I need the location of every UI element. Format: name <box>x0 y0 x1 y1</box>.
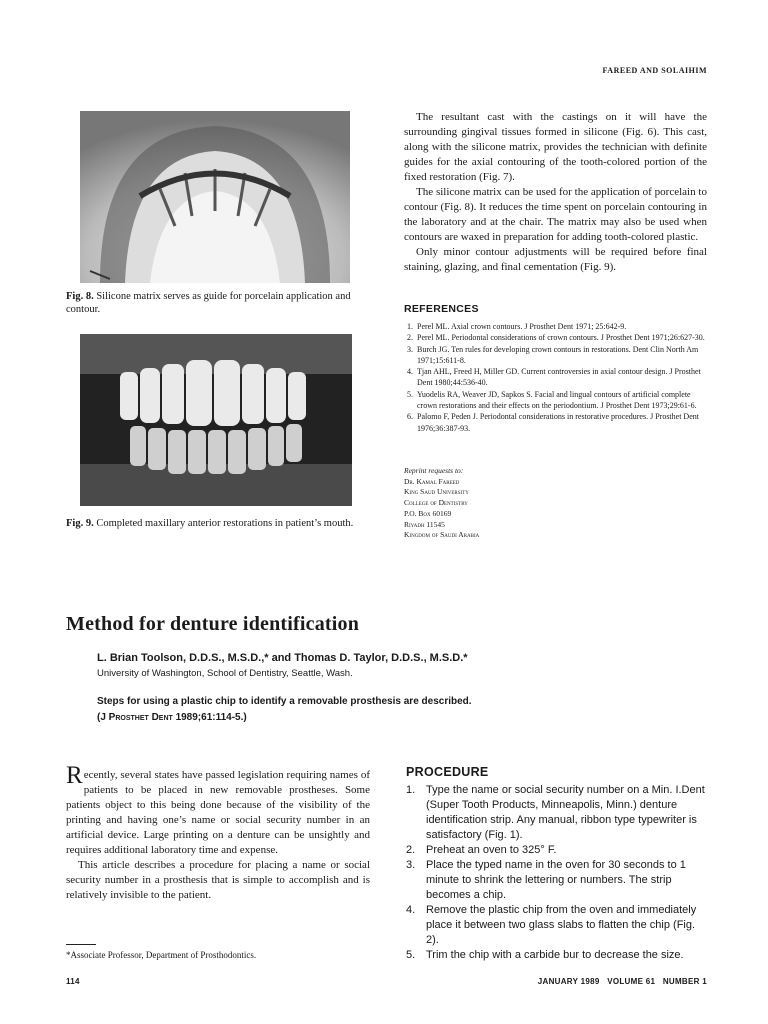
intro-paragraph: Recently, several states have passed legislation requiring names of patients to be placed in new removable prostheses. Some patients object to this being done because of the visibility of the printing and having one’s name or social security number in an artificial device. Large printing on a denture can be unsightly and requires additional laboratory time and expense. <box>66 762 370 856</box>
teeth-restorations-photo-icon <box>80 334 352 506</box>
abstract-citation: (J Prosthet Dent 1989;61:114-5.) <box>97 712 247 723</box>
reference-item: 2. Perel ML. Periodontal considerations of crown contours. J Prosthet Dent 1971;26:627-30. <box>407 333 705 343</box>
figure-8-caption-text: Silicone matrix serves as guide for porcelain application and contour. <box>66 291 351 315</box>
figure-8-label: Fig. 8. <box>66 291 94 302</box>
previous-article-body <box>404 110 707 275</box>
reprint-line: College of Dentistry <box>404 498 468 508</box>
article-affiliation: University of Washington, School of Dentistry, Seattle, Wash. <box>97 668 353 679</box>
reprint-line: Kingdom of Saudi Arabia <box>404 530 480 540</box>
procedure-step: 2. Preheat an oven to 325° F. <box>406 844 557 856</box>
footnote: *Associate Professor, Department of Prosthodontics. <box>66 950 257 960</box>
article-title: Method for denture identification <box>66 613 360 635</box>
reference-item: 6. Palomo F, Peden J. Periodontal considerations in restorative procedures. J Prosthet Dent 1976;36:387-93. <box>407 412 699 433</box>
silicone-matrix-photo-icon <box>80 111 350 283</box>
figure-8-image <box>80 111 350 283</box>
procedure-step: 5. Trim the chip with a carbide bur to decrease the size. <box>406 949 684 961</box>
article-authors: L. Brian Toolson, D.D.S., M.S.D.,* and Thomas D. Taylor, D.D.S., M.S.D.* <box>97 652 468 664</box>
paragraph: Only minor contour adjustments will be required before final staining, glazing, and final cementation (Fig. 9). <box>404 246 707 273</box>
intro-paragraph: This article describes a procedure for placing a name or social security number in a prosthesis that is simple to accomplish and is relatively invisible to the patient. <box>66 859 370 901</box>
running-head: FAREED AND SOLAIHIM <box>602 66 707 75</box>
article-intro <box>66 762 370 903</box>
article-abstract <box>97 694 547 726</box>
reference-item: 4. Tjan AHL, Freed H, Miller GD. Current controversies in axial contour design. J Prosthet Dent 1980;44:536-40. <box>407 367 701 388</box>
references-heading: REFERENCES <box>404 303 479 315</box>
reference-item: 1. Perel ML. Axial crown contours. J Prosthet Dent 1971; 25:642-9. <box>407 322 627 331</box>
page-number: 114 <box>66 977 80 986</box>
procedure-step: 4. Remove the plastic chip from the oven and immediately place it between two glass slabs to flatten the chip (Fig. 2). <box>406 904 697 946</box>
procedure-step: 3. Place the typed name in the oven for 30 seconds to 1 minute to shrink the lettering or numbers. The strip becomes a chip. <box>406 859 686 901</box>
reprint-line: P.O. Box 60169 <box>404 508 452 518</box>
figure-8-caption <box>66 290 368 316</box>
figure-9-image <box>80 334 352 506</box>
issue-date: JANUARY 1989 <box>537 977 600 986</box>
issue-number: NUMBER 1 <box>662 977 707 986</box>
abstract-text: Steps for using a plastic chip to identify a removable prosthesis are described. <box>97 696 472 707</box>
paragraph: The resultant cast with the castings on it will have the surrounding gingival tissues formed in silicone (Fig. 6). This cast, along with the silicone matrix, provides the technician with definite guides for the axial contouring of the tooth-colored portion of the fixed restoration (Fig. 7). <box>404 111 707 183</box>
procedure-step: 1. Type the name or social security number on a Min. I.Dent (Super Tooth Products, Minneapolis, Minn.) denture identification strip. Any manual, ribbon type typewriter is satisfactory (Fig. 1). <box>406 784 705 841</box>
figure-9-caption <box>66 517 370 530</box>
issue-volume: VOLUME 61 <box>607 977 656 986</box>
procedure-heading: PROCEDURE <box>406 765 489 779</box>
reprint-line: King Saud University <box>404 487 469 497</box>
reference-item: 5. Yuodelis RA, Weaver JD, Sapkos S. Facial and lingual contours of artificial complete crown restorations and their effects on the periodontium. J Prosthet Dent 1973;29:61-6. <box>407 389 697 411</box>
reprint-line: Riyadh 11545 <box>404 519 445 529</box>
reprint-line: Dr. Kamal Fareed <box>404 476 460 486</box>
paragraph: The silicone matrix can be used for the application of porcelain to contour (Fig. 8). It reduces the time spent on porcelain contouring in the laboratory and at the chair. The matrix may also be used when contours are waxed in preparation for adding tooth-colored plastic. <box>404 186 707 243</box>
dropcap: R <box>66 762 83 789</box>
references-list <box>404 321 707 434</box>
footnote-rule <box>66 944 96 945</box>
reprint-block <box>404 466 604 541</box>
figure-9-caption-text: Completed maxillary anterior restorations in patient’s mouth. <box>96 518 354 529</box>
reference-item: 3. Burch JG. Ten rules for developing crown contours in restorations. Dent Clin North Am 1971;15:611-8. <box>407 344 699 365</box>
reprint-lead: Reprint requests to: <box>404 466 464 475</box>
issue-info <box>538 977 707 986</box>
figure-9-label: Fig. 9. <box>66 518 94 529</box>
procedure-list <box>406 783 708 963</box>
